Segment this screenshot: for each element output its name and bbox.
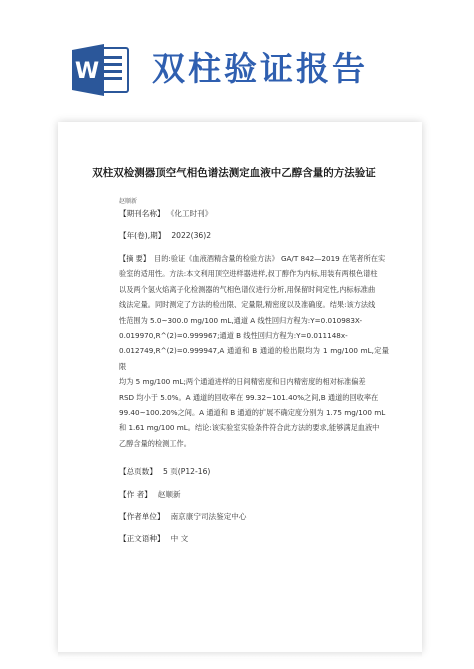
banner-title: 双柱验证报告 bbox=[152, 49, 368, 88]
word-logo-letter: W bbox=[74, 59, 100, 84]
field-value: 《化工时刊》 bbox=[170, 209, 213, 218]
abstract-line: 验室的适用性。方法:本文利用顶空进样器进样,叔丁醇作为内标,用装有两根色谱柱 bbox=[119, 269, 378, 279]
abstract-line: 和 1.61 mg/100 mL。结论:该实验室实验条件符合此方法的要求,能够满足血液中 bbox=[119, 423, 380, 433]
abstract-line: 乙醇含量的检测工作。 bbox=[119, 438, 191, 448]
field-value: 中 文 bbox=[170, 534, 189, 543]
abstract bbox=[119, 251, 389, 451]
field-value: 5 页(P12-16) bbox=[162, 467, 211, 476]
field-language bbox=[119, 533, 188, 544]
field-label: 【期刊名称】 bbox=[119, 209, 165, 218]
abstract-line: 0.012749,R^(2)=0.999947,A 通道和 B 通道的检出限均为 1 mg/100 mL,定量限 bbox=[119, 346, 389, 371]
field-label: 【年(卷),期】 bbox=[119, 231, 166, 240]
abstract-label: 【摘 要】 bbox=[119, 254, 151, 263]
abstract-line: 【摘 要】 目的:验证《血液酒精含量的检验方法》 GA/T 842—2019 在笔者所在实 bbox=[119, 254, 386, 263]
field-label: 【作 者】 bbox=[119, 490, 152, 499]
field-label: 【作者单位】 bbox=[119, 512, 165, 521]
field-author bbox=[119, 489, 181, 500]
field-label: 【正文语种】 bbox=[119, 534, 165, 543]
banner bbox=[0, 0, 474, 118]
abstract-line: 99.40~100.20%之间。A 通道和 B 通道的扩展不确定度分别为 1.75 mg/100 mL bbox=[119, 408, 386, 418]
field-value: 赵顺新 bbox=[157, 490, 181, 499]
abstract-line: RSD 均小于 5.0%。A 通道的回收率在 99.32~101.40%之间,B 通道的回收率在 bbox=[119, 392, 379, 402]
field-value: 2022(36)2 bbox=[171, 231, 212, 240]
field-affiliation bbox=[119, 511, 247, 522]
document-title: 双柱双检测器顶空气相色谱法测定血液中乙醇含量的方法验证 bbox=[92, 167, 376, 179]
field-total-pages bbox=[119, 466, 210, 477]
word-icon bbox=[70, 42, 130, 98]
abstract-line: 线法定量。同时测定了方法的检出限、定量限,精密度以及准确度。结果:该方法线 bbox=[119, 300, 376, 310]
abstract-line: 均为 5 mg/100 mL;两个通道进样的日间精密度和日内精密度的相对标准偏差 bbox=[119, 377, 366, 387]
author-line: 赵顺新 bbox=[119, 198, 138, 205]
field-year-issue bbox=[119, 230, 211, 241]
page-shadow bbox=[58, 652, 422, 658]
abstract-line: 以及两个氢火焰离子化检测器的气相色谱仪进行分析,用保留时间定性,内标标准曲 bbox=[119, 284, 376, 294]
field-label: 【总页数】 bbox=[119, 467, 157, 476]
field-value: 南京康宁司法鉴定中心 bbox=[170, 512, 247, 521]
field-journal bbox=[119, 208, 212, 219]
abstract-line: 0.019970,R^(2)=0.999967;通道 B 线性回归方程为:Y=0.011148x- bbox=[119, 331, 348, 341]
abstract-line: 性范围为 5.0~300.0 mg/100 mL,通道 A 线性回归方程为:Y=0.010983X- bbox=[119, 315, 363, 325]
